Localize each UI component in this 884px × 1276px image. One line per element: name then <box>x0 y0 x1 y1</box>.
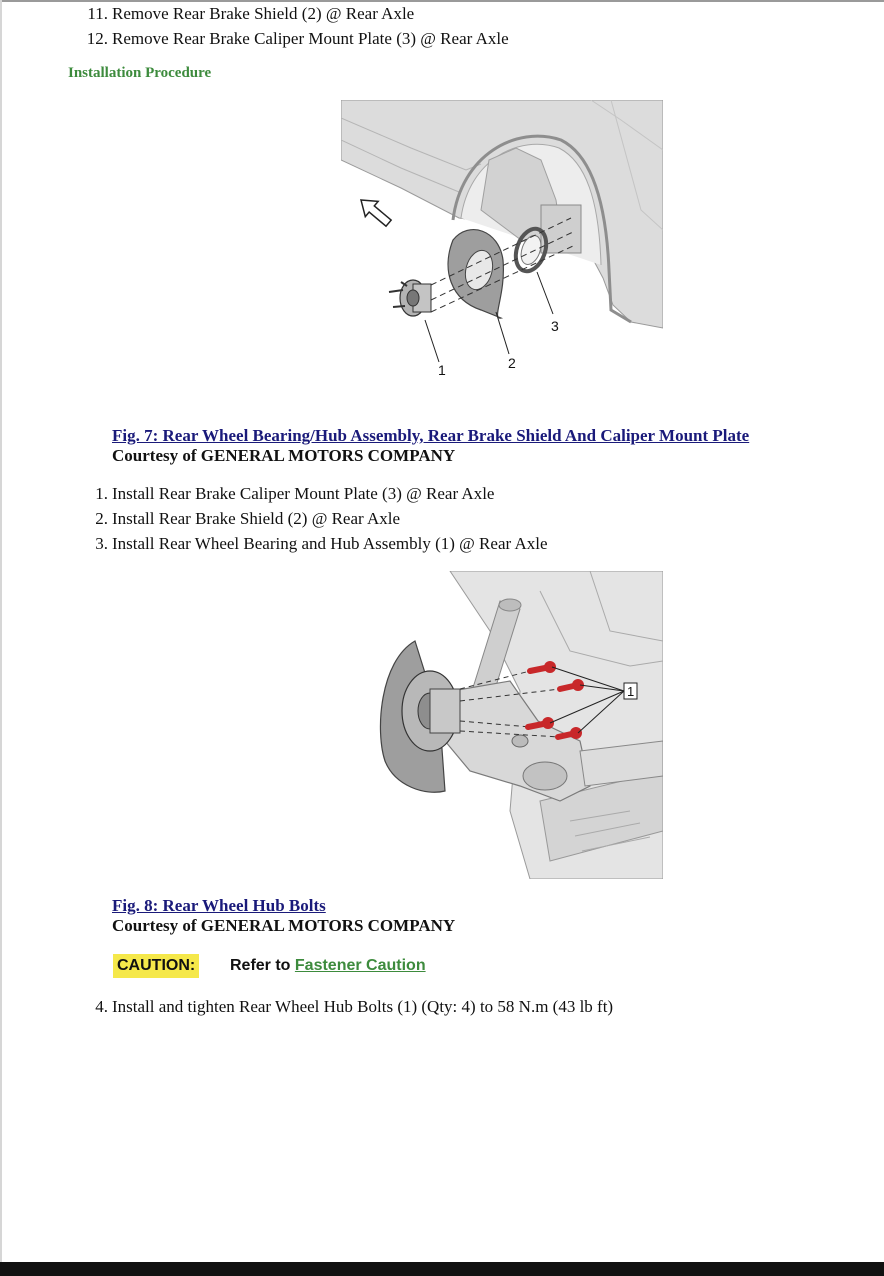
figure-7-courtesy: Courtesy of GENERAL MOTORS COMPANY <box>112 446 456 465</box>
install-step-3 <box>78 534 548 554</box>
removal-step-12 <box>78 29 509 49</box>
removal-step-11 <box>78 4 414 24</box>
step-text: Install and tighten Rear Wheel Hub Bolts (1) (Qty: 4) to 58 N.m (43 lb ft) <box>112 997 614 1016</box>
figure-7-caption-link[interactable]: Fig. 7: Rear Wheel Bearing/Hub Assembly, Rear Brake Shield And Caliper Mount Plate <box>112 426 750 445</box>
step-text: Install Rear Brake Shield (2) @ Rear Axle <box>112 509 401 528</box>
figure-7-hub-assembly-illustration <box>341 100 663 378</box>
installation-procedure-heading: Installation Procedure <box>68 65 212 81</box>
fastener-caution-link[interactable]: Fastener Caution <box>294 957 426 974</box>
caution-text <box>230 955 426 977</box>
step-text: Remove Rear Brake Caliper Mount Plate (3) @ Rear Axle <box>112 29 509 48</box>
figure-8-courtesy: Courtesy of GENERAL MOTORS COMPANY <box>112 916 456 935</box>
caution-badge: CAUTION: <box>113 954 199 978</box>
step-text: Install Rear Brake Caliper Mount Plate (3) @ Rear Axle <box>112 484 495 503</box>
callout-1: 1 <box>438 362 446 378</box>
install-step-1 <box>78 484 494 504</box>
figure-8-hub-bolts-illustration <box>370 571 663 879</box>
install-step-4 <box>78 997 613 1017</box>
step-text: Remove Rear Brake Shield (2) @ Rear Axle <box>112 4 415 23</box>
page-left-border <box>0 0 2 1262</box>
step-text: Install Rear Wheel Bearing and Hub Assembly (1) @ Rear Axle <box>112 534 548 553</box>
callout-3: 3 <box>551 318 559 334</box>
page-top-border <box>0 0 884 2</box>
figure-8-caption-link[interactable]: Fig. 8: Rear Wheel Hub Bolts <box>112 896 326 915</box>
callout-1: 1 <box>627 684 635 699</box>
install-step-2 <box>78 509 400 529</box>
step-number: 11. <box>87 4 108 23</box>
caution-prefix: Refer to <box>230 957 291 974</box>
step-number: 3. <box>95 534 108 553</box>
step-number: 4. <box>95 997 108 1016</box>
step-number: 12. <box>86 29 108 48</box>
step-number: 1. <box>95 484 108 503</box>
step-number: 2. <box>95 509 108 528</box>
callout-2: 2 <box>508 355 516 371</box>
bottom-bar <box>0 1262 884 1276</box>
